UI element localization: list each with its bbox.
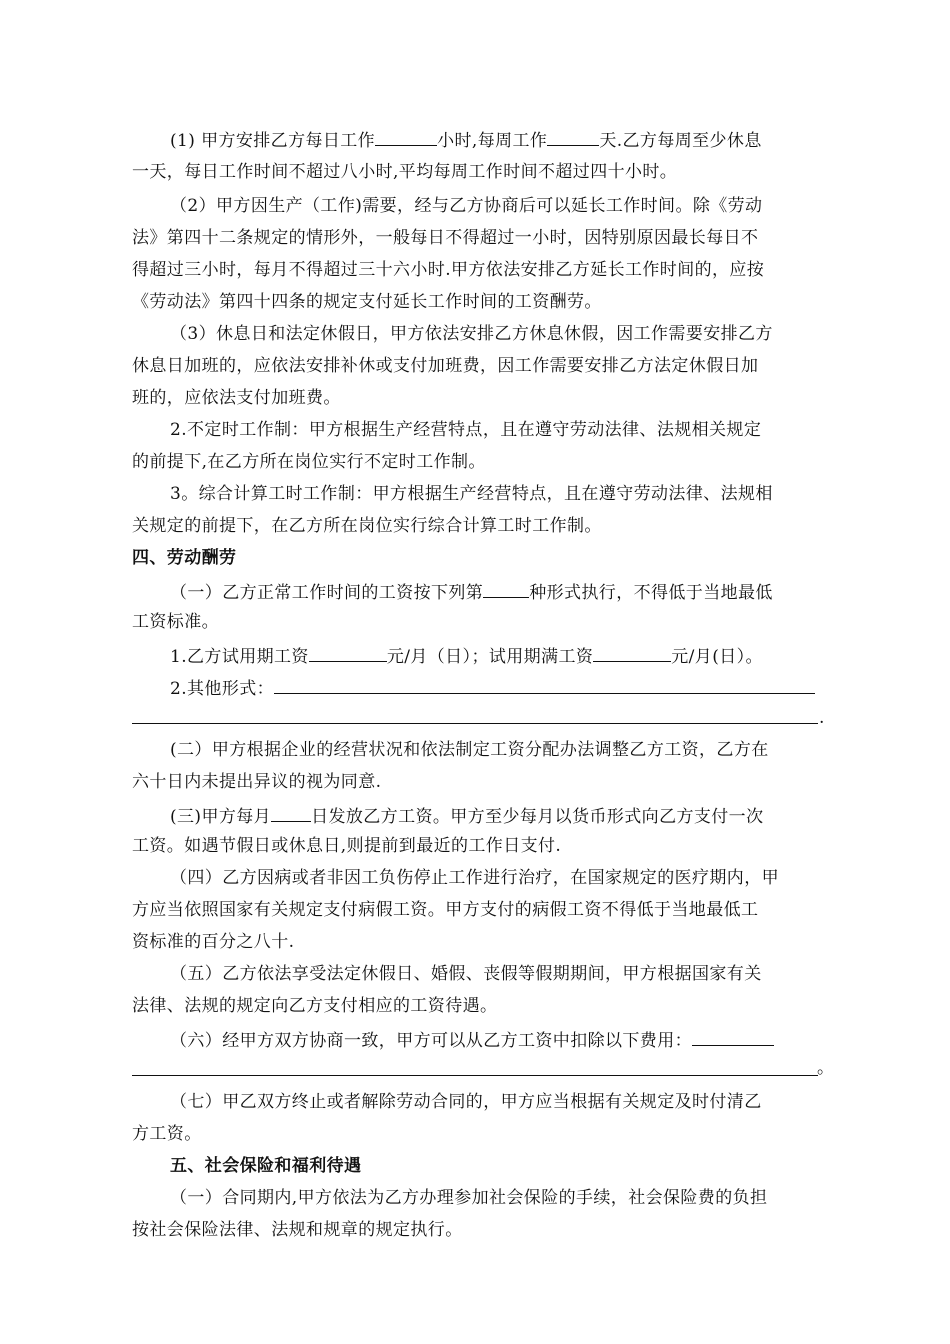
wage-adjust-clause-line1: (二）甲方根据企业的经营状况和依法制定工资分配办法调整乙方工资，乙方在 <box>170 740 769 760</box>
holiday-clause-line3: 班的，应依法支付加班费。 <box>132 388 341 408</box>
text-fragment: 天.乙方每周至少休息 <box>599 131 762 151</box>
wage-form-clause-line1 <box>170 580 832 603</box>
text-fragment: (三)甲方每月 <box>170 807 272 827</box>
comprehensive-hours-clause-line2: 关规定的前提下，在乙方所在岗位实行综合计算工时工作制。 <box>132 516 602 536</box>
holiday-clause-line1: （3）休息日和法定休假日，甲方依法安排乙方休息休假，因工作需要安排乙方 <box>170 324 773 344</box>
daily-hours-blank <box>375 128 437 146</box>
overtime-clause-line2: 法》第四十二条规定的情形外，一般每日不得超过一小时，因特别原因最长每日不 <box>132 228 759 248</box>
other-form-blank <box>274 676 815 694</box>
other-form-line <box>170 676 832 699</box>
deduction-end-mark: 。 <box>817 1058 834 1078</box>
deduction-continuation-rule <box>132 1075 818 1076</box>
weekly-days-blank <box>547 128 599 146</box>
holiday-clause-line2: 休息日加班的，应依法安排补休或支付加班费，因工作需要安排乙方法定休假日加 <box>132 356 759 376</box>
wage-form-clause-line2: 工资标准。 <box>132 612 219 632</box>
termination-pay-clause-line1: （七）甲乙双方终止或者解除劳动合同的，甲方应当根据有关规定及时付清乙 <box>170 1092 762 1112</box>
other-form-end-mark: . <box>819 708 825 728</box>
deduction-blank <box>692 1028 774 1046</box>
termination-pay-clause-line2: 方工资。 <box>132 1124 202 1144</box>
text-fragment: 元/月(日）。 <box>671 647 763 667</box>
text-fragment: 小时,每周工作 <box>437 131 548 151</box>
text-fragment: 2.其他形式： <box>170 679 275 699</box>
payday-clause-line1 <box>170 804 832 827</box>
regular-wage-blank <box>593 644 671 662</box>
work-hours-clause-line2: 一天，每日工作时间不超过八小时,平均每周工作时间不超过四十小时。 <box>132 162 678 182</box>
sick-pay-clause-line2: 方应当依照国家有关规定支付病假工资。甲方支付的病假工资不得低于当地最低工 <box>132 900 759 920</box>
text-fragment: 1.乙方试用期工资 <box>170 647 309 667</box>
flexible-hours-clause-line2: 的前提下,在乙方所在岗位实行不定时工作制。 <box>132 452 486 472</box>
text-fragment: 元/月（日）；试用期满工资 <box>386 647 594 667</box>
probation-wage-line <box>170 644 832 667</box>
text-fragment: 日发放乙方工资。甲方至少每月以货币形式向乙方支付一次 <box>311 807 764 827</box>
deduction-clause-line <box>170 1028 832 1051</box>
sick-pay-clause-line1: （四）乙方因病或者非因工负伤停止工作进行治疗，在国家规定的医疗期内，甲 <box>170 868 779 888</box>
overtime-clause-line4: 《劳动法》第四十四条的规定支付延长工作时间的工资酬劳。 <box>132 292 602 312</box>
section-heading-remuneration: 四、劳动酬劳 <box>132 548 237 568</box>
work-hours-clause-line1 <box>170 128 832 151</box>
leave-pay-clause-line2: 法律、法规的规定向乙方支付相应的工资待遇。 <box>132 996 498 1016</box>
wage-adjust-clause-line2: 六十日内未提出异议的视为同意. <box>132 772 382 792</box>
leave-pay-clause-line1: （五）乙方依法享受法定休假日、婚假、丧假等假期期间，甲方根据国家有关 <box>170 964 762 984</box>
section-heading-social-insurance: 五、社会保险和福利待遇 <box>170 1156 362 1176</box>
social-insurance-clause-line2: 按社会保险法律、法规和规章的规定执行。 <box>132 1220 463 1240</box>
text-fragment: 种形式执行，不得低于当地最低 <box>529 583 773 603</box>
wage-form-blank <box>483 580 529 598</box>
sick-pay-clause-line3: 资标准的百分之八十. <box>132 932 295 952</box>
text-fragment: （六）经甲方双方协商一致，甲方可以从乙方工资中扣除以下费用： <box>170 1031 692 1051</box>
text-fragment: （一）乙方正常工作时间的工资按下列第 <box>170 583 484 603</box>
payday-clause-line2: 工资。如遇节假日或休息日,则提前到最近的工作日支付. <box>132 836 562 856</box>
overtime-clause-line1: （2）甲方因生产（工作)需要，经与乙方协商后可以延长工作时间。除《劳动 <box>170 196 763 216</box>
payday-blank <box>271 804 311 822</box>
text-fragment: (1) 甲方安排乙方每日工作 <box>170 131 376 151</box>
probation-wage-blank <box>309 644 387 662</box>
comprehensive-hours-clause-line1: 3。综合计算工时工作制：甲方根据生产经营特点，且在遵守劳动法律、法规相 <box>170 484 773 504</box>
other-form-continuation-rule <box>132 723 818 724</box>
overtime-clause-line3: 得超过三小时，每月不得超过三十六小时.甲方依法安排乙方延长工作时间的，应按 <box>132 260 765 280</box>
flexible-hours-clause-line1: 2.不定时工作制：甲方根据生产经营特点，且在遵守劳动法律、法规相关规定 <box>170 420 762 440</box>
social-insurance-clause-line1: （一）合同期内,甲方依法为乙方办理参加社会保险的手续，社会保险费的负担 <box>170 1188 768 1208</box>
